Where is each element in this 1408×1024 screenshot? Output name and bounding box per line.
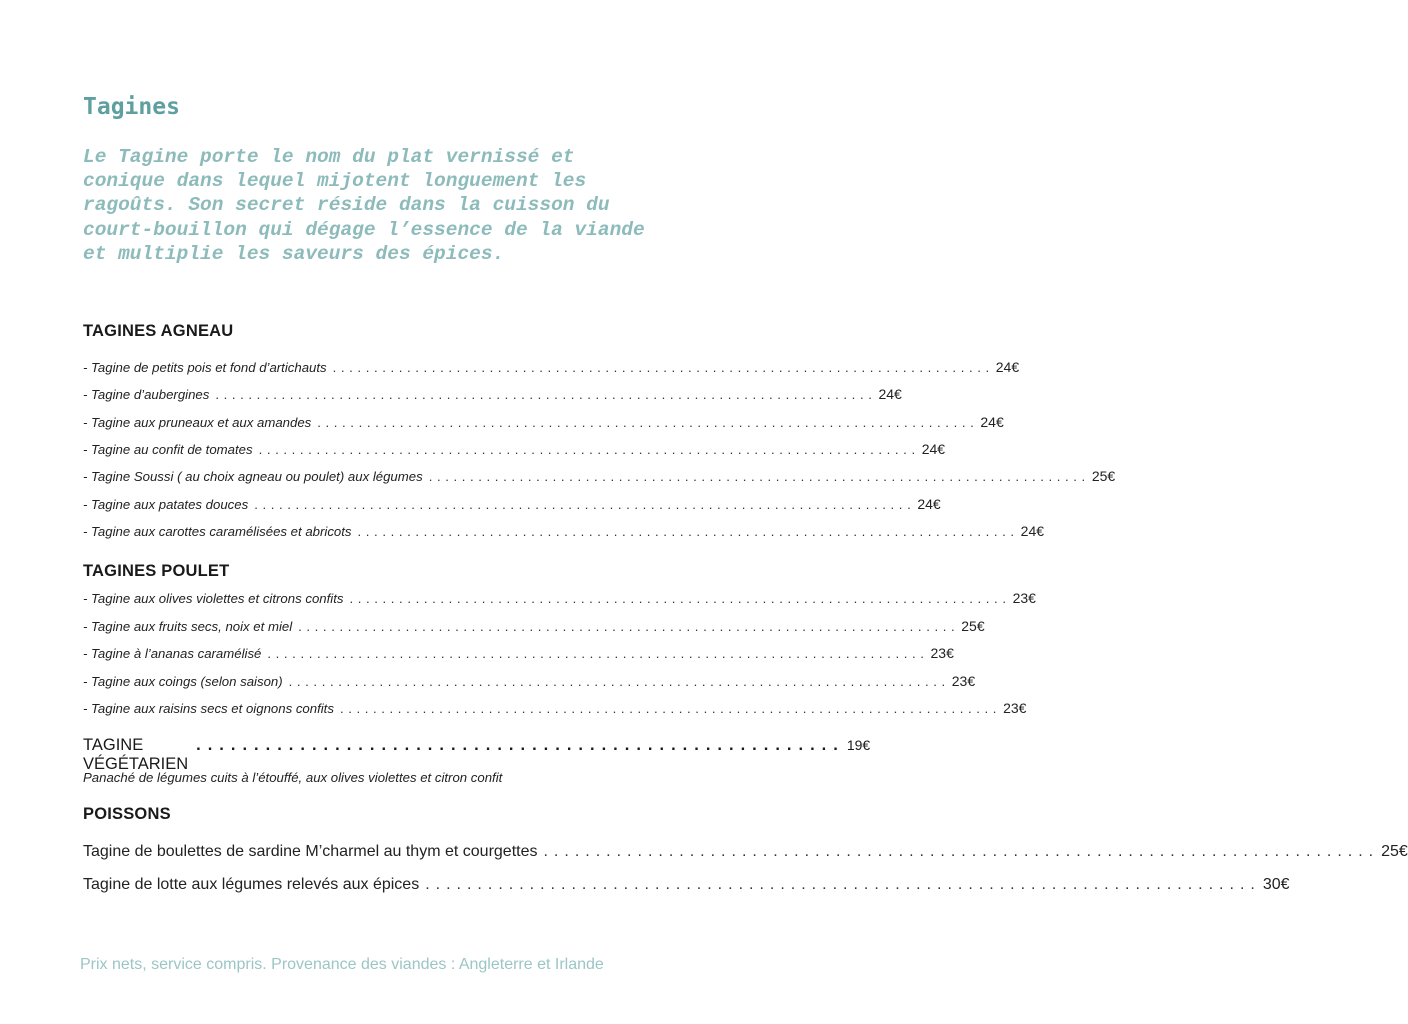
section-heading-poulet: TAGINES POULET: [83, 562, 230, 580]
menu-item: [83, 645, 954, 667]
dot-leader: ................................................................................: [298, 618, 960, 634]
dot-leader: ................................................................................: [339, 701, 1002, 716]
menu-item-label: - Tagine aux pruneaux et aux amandes: [83, 414, 312, 430]
section-heading-agneau: TAGINES AGNEAU: [83, 322, 234, 340]
menu-item-price: 30€: [1262, 876, 1290, 893]
menu-item: [83, 617, 985, 640]
dot-leader: ........................................................: [196, 736, 845, 754]
dot-leader: ................................................................................: [425, 876, 1261, 893]
menu-item: [83, 876, 1290, 902]
dot-leader: ................................................................................: [317, 414, 979, 430]
menu-item: [83, 495, 941, 518]
menu-item-label: - Tagine de petits pois et fond d’artichauts: [83, 360, 327, 375]
menu-item-price: 23€: [1012, 590, 1036, 606]
dot-leader: ................................................................................: [288, 673, 950, 689]
menu-item-price: 24€: [917, 495, 941, 512]
footer-note: Prix nets, service compris. Provenance des viandes : Angleterre et Irlande: [80, 956, 604, 973]
menu-item-price: 24€: [980, 413, 1004, 430]
menu-item-label: Tagine de lotte aux légumes relevés aux épices: [83, 876, 420, 893]
menu-item-price: 25€: [1381, 843, 1408, 860]
menu-item-label: - Tagine aux carottes caramélisées et abricots: [83, 523, 352, 539]
menu-item: [83, 386, 902, 408]
page-title: Tagines: [83, 94, 180, 120]
menu-item-label: - Tagine Soussi ( au choix agneau ou poulet) aux légumes: [83, 469, 423, 485]
vegetarien-heading: TAGINE VÉGÉTARIEN: [83, 736, 189, 773]
dot-leader: ................................................................................: [357, 523, 1019, 539]
menu-item-price: 23€: [951, 672, 976, 689]
section-heading-poissons: POISSONS: [83, 805, 171, 823]
menu-item-label: - Tagine à l’ananas caramélisé: [83, 646, 262, 661]
menu-item-price: 25€: [961, 617, 985, 634]
menu-item: [83, 359, 1020, 381]
menu-item: [83, 700, 1027, 722]
vegetarien-description: Panaché de légumes cuits à l’étouffé, aux olives violettes et citron confit: [83, 770, 503, 785]
intro-paragraph: Le Tagine porte le nom du plat vernissé et conique dans lequel mijotent longuement les ragoûts. Son secret réside dans la cuisson du court-bouillon qui dégage l’essence de la viande et multiplie les saveurs des épices.: [83, 146, 645, 265]
dot-leader: ................................................................................: [543, 843, 1380, 860]
menu-item-label: - Tagine aux fruits secs, noix et miel: [83, 618, 293, 634]
menu-item-label: - Tagine aux olives violettes et citrons confits: [83, 591, 344, 606]
menu-item-price: 24€: [878, 386, 902, 403]
menu-item: [83, 413, 1004, 436]
menu-item-price: 25€: [1091, 468, 1116, 485]
menu-item-label: - Tagine au confit de tomates: [83, 441, 253, 457]
dot-leader: ................................................................................: [332, 360, 994, 375]
dot-leader: ................................................................................: [267, 646, 929, 661]
menu-item-price: 24€: [995, 359, 1020, 375]
section-heading-vegetarien: [83, 736, 871, 774]
dot-leader: ................................................................................: [254, 496, 916, 512]
menu-item: [83, 843, 1408, 869]
dot-leader: ................................................................................: [258, 441, 920, 457]
dot-leader: ................................................................................: [349, 591, 1011, 606]
menu-item: [83, 468, 1116, 490]
menu-item: [83, 522, 1045, 545]
menu-item: [83, 590, 1036, 612]
dot-leader: ................................................................................: [428, 469, 1090, 485]
menu-item: [83, 672, 976, 695]
menu-item-label: - Tagine aux raisins secs et oignons confits: [83, 701, 334, 716]
vegetarien-price: 19€: [846, 737, 871, 753]
menu-item-price: 24€: [921, 440, 946, 457]
menu-item-price: 23€: [930, 645, 954, 661]
menu-item-label: Tagine de boulettes de sardine M’charmel au thym et courgettes: [83, 843, 538, 860]
menu-item-price: 24€: [1020, 522, 1045, 539]
menu-item: [83, 440, 946, 463]
menu-item-price: 23€: [1003, 700, 1027, 716]
menu-item-label: - Tagine aux coings (selon saison): [83, 673, 283, 689]
menu-item-label: - Tagine d’aubergines: [83, 387, 210, 403]
dot-leader: ................................................................................: [215, 387, 877, 403]
menu-item-label: - Tagine aux patates douces: [83, 496, 249, 512]
